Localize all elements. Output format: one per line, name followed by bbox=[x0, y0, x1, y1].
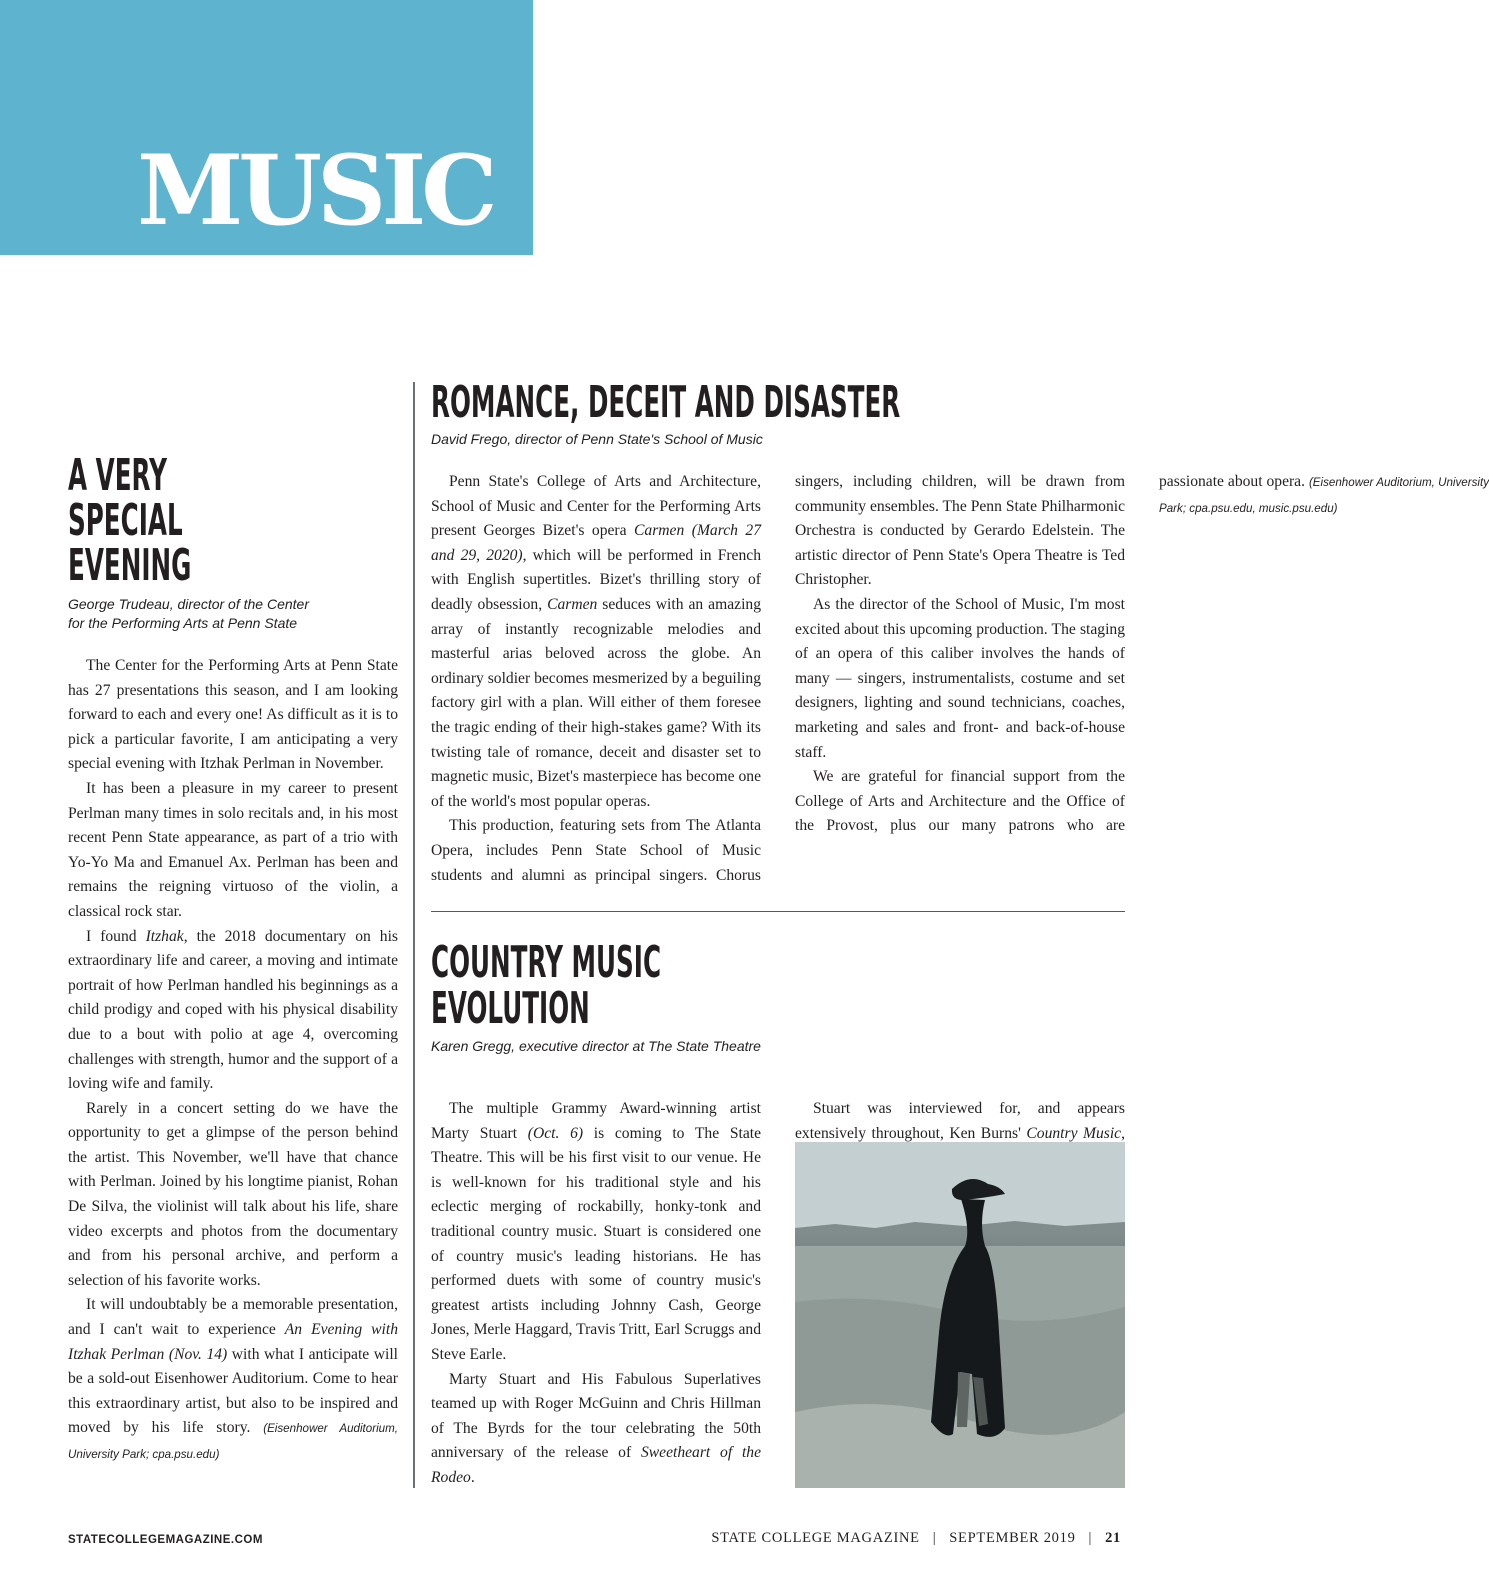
headline-line: COUNTRY MUSIC bbox=[431, 937, 662, 988]
article1-byline: George Trudeau, director of the Center for the Performing Arts at Penn State bbox=[68, 596, 309, 631]
paragraph: Rarely in a concert setting do we have the opportunity to get a glimpse of the person behind the artist. This November, we'll have that chance with Perlman. Joined by his longtime pianist, Rohan De Silva, the violinist will talk about his life, share video excerpts and photos from the documentary and from his personal archive, and perform a selection of his favorite works. bbox=[68, 1099, 398, 1289]
performer-photo-illustration bbox=[795, 1142, 1125, 1488]
headline-line: EVENING bbox=[68, 540, 192, 591]
footer-separator: | bbox=[932, 1530, 937, 1546]
section-title: MUSIC bbox=[137, 134, 493, 247]
paragraph: It has been a pleasure in my career to present Perlman many times in solo recitals and, in his most recent Penn State appearance, as part of a trio with Yo-Yo Ma and Emanuel Ax. Perlman has been and remains the reigning virtuoso of the violin, a classical rock star. bbox=[68, 779, 398, 920]
paragraph: Stuart was interviewed for, and appears extensively throughout, Ken Burns' Country Music, bbox=[795, 1097, 1125, 1271]
article2-byline: David Frego, director of Penn State's School of Music bbox=[431, 431, 763, 447]
headline-line: A VERY bbox=[68, 450, 168, 501]
article2-body bbox=[431, 470, 1489, 890]
performer-photo bbox=[795, 1142, 1125, 1488]
footer-website: STATECOLLEGEMAGAZINE.COM bbox=[68, 1534, 263, 1546]
event-title: Carmen (March 27 and 29, 2020) bbox=[431, 522, 762, 564]
footer-issue: SEPTEMBER 2019 bbox=[949, 1530, 1076, 1546]
paragraph: Penn State's College of Arts and Architecture, School of Music and Center for the Performing Arts present Georges Bizet's opera Carmen (March 27 and 29, 2020), which will be performed in French with English supertitles. Bizet's thrilling story of deadly obsession, Carmen seduces with an amazing array of instantly recognizable melodies and masterful arias beloved across the globe. An ordinary soldier becomes mesmerized by a beguiling factory girl with a plan. Will either of them foresee the tragic ending of their high-stakes game? With its twisting tale of romance, deceit and disaster set to magnetic music, Bizet's masterpiece has become one of the world's most popular operas. bbox=[431, 473, 762, 810]
series-title: Country Music bbox=[1026, 1124, 1122, 1142]
article3-byline: Karen Gregg, executive director at The State Theatre bbox=[431, 1038, 761, 1054]
headline-line: EVOLUTION bbox=[431, 983, 590, 1034]
article1-body bbox=[68, 654, 398, 1468]
headline-line: SPECIAL bbox=[68, 495, 183, 546]
paragraph: Marty Stuart and His Fabulous Superlatives teamed up with Roger McGuinn and Chris Hillman of The Byrds for the tour celebrating the 50th anniversary of the release of Sweetheart of the Rodeo. bbox=[431, 1370, 762, 1486]
paragraph: As the director of the School of Music, I'm most excited about this upcoming production. The staging of an opera of this caliber involves the hands of many — singers, instrumentalists, costume and set designers, lighting and sound technicians, coaches, marketing and sales and front- and back-of-house staff. bbox=[795, 595, 1125, 761]
paragraph: The Center for the Performing Arts at Penn State has 27 presentations this season, and I am looking forward to each and every one! As difficult as it is to pick a particular favorite, I am anticipating a very special evening with Itzhak Perlman in November. bbox=[68, 657, 398, 773]
opera-title: Carmen bbox=[547, 595, 598, 613]
album-title: Sweetheart of the Rodeo bbox=[431, 1444, 762, 1486]
paragraph: I found Itzhak, the 2018 documentary on his extraordinary life and career, a moving and intimate portrait of how Perlman handled his beginnings as a child prodigy and coped with his physical disability due to a bout with polio at age 4, overcoming challenges with strength, humor and the support of a loving wife and family. bbox=[68, 927, 399, 1093]
event-source: (Eisenhower Auditorium, University Park; cpa.psu.edu, music.psu.edu) bbox=[1159, 476, 1489, 515]
paragraph: It will undoubtably be a memorable presentation, and I can't wait to experience An Evening with Itzhak Perlman (Nov. 14) with what I anticipate will be a sold-out Eisenhower Auditorium. Come to hear this extraordinary artist, but also to be inspired and moved by his life story. (Eisenhower Auditorium, University Park; cpa.psu.edu) bbox=[68, 1296, 398, 1461]
footer-magazine: STATE COLLEGE MAGAZINE bbox=[711, 1530, 920, 1546]
film-title: Itzhak bbox=[145, 927, 184, 945]
article-divider bbox=[431, 911, 1125, 912]
column-divider bbox=[413, 382, 415, 1488]
event-source: (Eisenhower Auditorium, University Park; cpa.psu.edu) bbox=[68, 1422, 398, 1461]
event-date: (Oct. 6) bbox=[527, 1124, 584, 1142]
page-number: 21 bbox=[1105, 1530, 1121, 1546]
paragraph: The multiple Grammy Award-winning artist Marty Stuart (Oct. 6) is coming to The State Theatre. This will be his first visit to our venue. He is well-known for his traditional style and his eclectic merging of rockabilly, honky-tonk and traditional country music. Stuart is considered one of country music's leading historians. He has performed duets with some of country music's greatest artists including Johnny Cash, George Jones, Merle Haggard, Travis Tritt, Earl Scruggs and Steve Earle. bbox=[431, 1100, 761, 1363]
paragraph: We are grateful for financial support from the College of Arts and Architecture and the Office of the Provost, plus our many patrons who are passionate about opera. (Eisenhower Auditorium, University Park; cpa.psu.edu, music.psu.edu) bbox=[795, 473, 1489, 835]
paragraph: This production, featuring sets from The Atlanta Opera, includes Penn State School of Music students and alumni as principal singers. Chorus singers, including children, will be drawn from community ensembles. The Penn State Philharmonic Orchestra is conducted by Gerardo Edelstein. The artistic director of Penn State's Opera Theatre is Ted Christopher. bbox=[431, 473, 1125, 884]
article1-headline bbox=[68, 450, 192, 591]
footer-separator: | bbox=[1088, 1530, 1093, 1546]
article3-headline bbox=[431, 937, 662, 1034]
event-title: An Evening with Itzhak Perlman (Nov. 14) bbox=[68, 1321, 398, 1363]
article2-headline: ROMANCE, DECEIT AND DISASTER bbox=[431, 377, 901, 428]
section-banner bbox=[0, 0, 533, 255]
footer-folio bbox=[711, 1530, 1121, 1547]
